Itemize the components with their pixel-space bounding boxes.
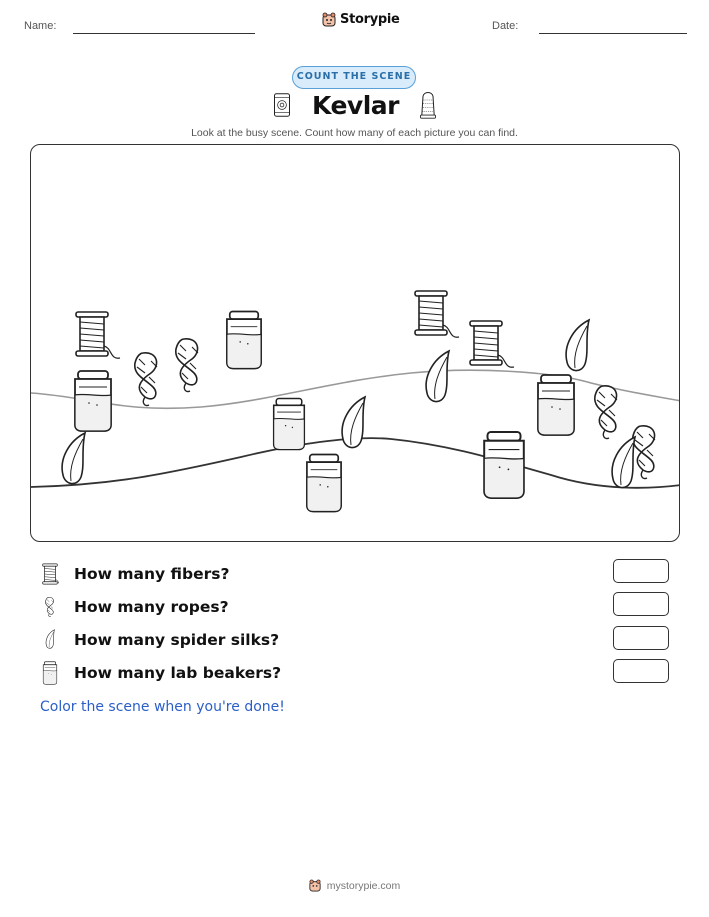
question-lab-beakers [40,661,281,685]
answer-box-fibers[interactable] [613,559,669,583]
scene-lab-beaker[interactable] [75,371,111,431]
storypie-mascot-icon [309,879,321,892]
scene-rope[interactable] [176,339,198,392]
answer-box-spider-silks[interactable] [613,626,669,650]
question-ropes [40,595,229,619]
name-label: Name: [24,20,57,32]
spider-silk-icon [40,628,60,652]
question-spider-silks [40,628,279,652]
worksheet-title: Kevlar [312,90,399,120]
scene-lab-beaker[interactable] [307,455,341,512]
scene-spider-silk[interactable] [426,351,449,402]
question-text: How many ropes? [74,598,229,616]
scene-lab-beaker[interactable] [227,312,261,369]
activity-badge: COUNT THE SCENE [292,66,416,89]
brand-name: Storypie [340,12,400,27]
instructions: Look at the busy scene. Count how many of each picture you can find. [191,127,518,139]
footer-url[interactable]: mystorypie.com [326,879,401,892]
scene-rope[interactable] [633,426,655,479]
question-text: How many spider silks? [74,631,280,649]
thimble-icon [417,90,439,120]
scene-spider-silk[interactable] [566,320,589,371]
fiber-roll-icon [270,90,294,120]
storypie-logo [322,12,400,27]
scene-spider-silk[interactable] [342,397,365,448]
scene-spider-silk[interactable] [612,437,635,488]
question-text: How many lab beakers? [74,664,282,682]
name-field[interactable] [73,33,255,34]
scene-fiber-spool[interactable] [415,291,459,337]
scene-rope[interactable] [595,386,617,439]
answer-box-lab-beakers[interactable] [613,659,669,683]
scene-rope[interactable] [135,353,157,406]
color-instruction: Color the scene when you're done! [40,699,285,715]
date-field[interactable] [539,33,687,34]
storypie-mascot-icon [322,12,336,27]
date-label: Date: [492,20,519,32]
scene-lab-beaker[interactable] [484,432,524,498]
scene-lab-beaker[interactable] [274,399,305,450]
scene-fiber-spool[interactable] [76,312,120,358]
count-scene [30,144,680,542]
fiber-spool-icon [40,562,60,586]
answer-box-ropes[interactable] [613,592,669,616]
footer [0,879,709,892]
scene-lab-beaker[interactable] [538,375,574,435]
lab-beaker-icon [40,661,60,685]
question-fibers [40,562,229,586]
scene-spider-silk[interactable] [62,433,85,484]
question-text: How many fibers? [74,565,230,583]
scene-fiber-spool[interactable] [470,321,514,367]
rope-icon [40,595,60,619]
